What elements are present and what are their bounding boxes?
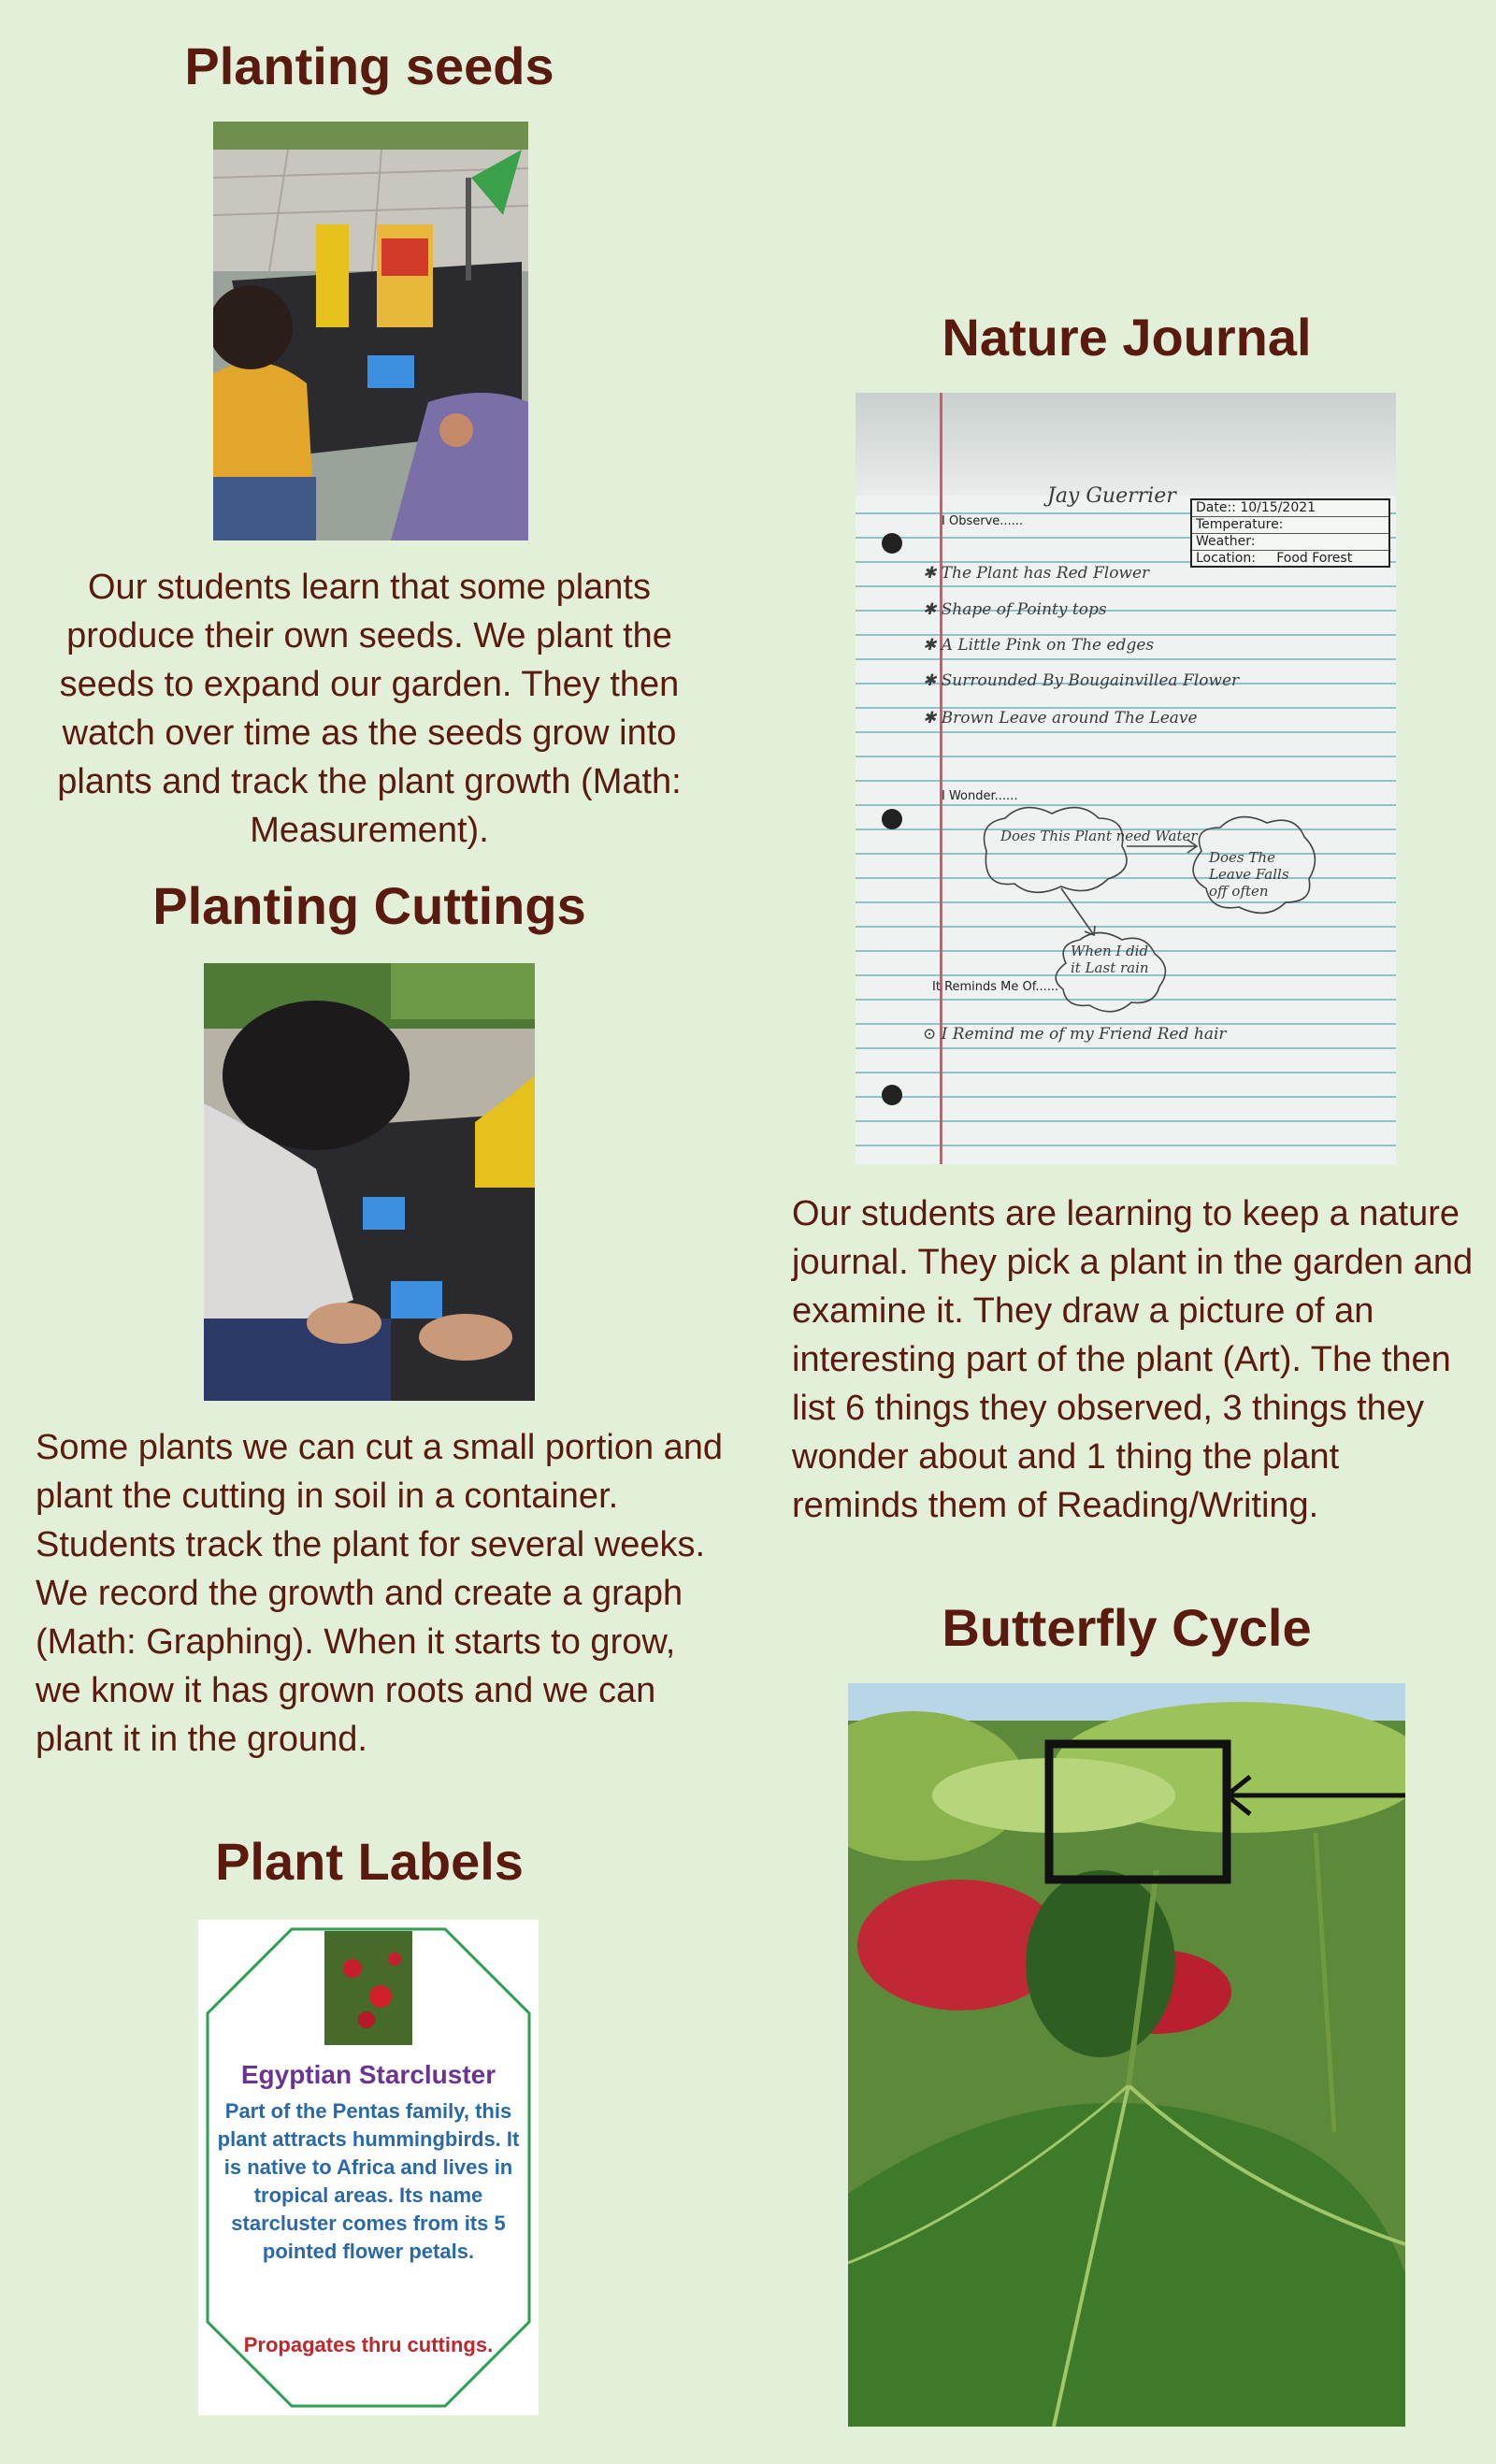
- journal-observation: ✱ A Little Pink on The edges: [923, 636, 1155, 655]
- planting-cuttings-photo: [204, 963, 535, 1401]
- journal-observation: ✱ Brown Leave around The Leave: [923, 709, 1198, 728]
- journal-top-band: [856, 393, 1396, 496]
- journal-location-value: Food Forest: [1276, 551, 1353, 566]
- journal-hole: [882, 1085, 902, 1105]
- journal-observation: ✱ Shape of Pointy tops: [923, 600, 1107, 619]
- journal-reminds-text: ⊙ I Remind me of my Friend Red hair: [923, 1025, 1227, 1044]
- planting-seeds-text: Our students learn that some plants produce their own seeds. We plant the seeds to expand our garden. They then watch over time as the seeds grow into plants and track the plant growth (Math: Measurement).: [57, 568, 682, 850]
- journal-location-label: Location:: [1196, 551, 1256, 566]
- journal-wonder-item: Does This Plant need Water: [1000, 828, 1198, 844]
- plant-label-description: Part of the Pentas family, this plant attracts hummingbirds. It is native to Africa and lives in tropical areas. Its name starcluster comes from its 5 pointed flower petals.: [217, 2099, 520, 2263]
- nature-journal-page: [856, 393, 1396, 1164]
- journal-reminds-label: It Reminds Me Of......: [932, 980, 1059, 994]
- butterfly-cycle-photo: [848, 1683, 1405, 2427]
- planting-cuttings-text: Some plants we can cut a small portion and plant the cutting in soil in a container. Students track the plant for several weeks. We record the growth and create a graph (Math: Graphing). When it starts to grow, we know it has grown roots and we can plant it in the ground.: [36, 1428, 724, 1759]
- nature-journal-title: Nature Journal: [942, 308, 1312, 367]
- journal-location-row: [1192, 551, 1388, 567]
- plant-labels-title: Plant Labels: [215, 1832, 524, 1891]
- journal-observation: ✱ The Plant has Red Flower: [923, 564, 1150, 583]
- journal-margin-line: [940, 393, 942, 1164]
- plant-label-propagates: Propagates thru cuttings.: [243, 2333, 494, 2356]
- flower-thumbnail: [324, 1931, 412, 2045]
- journal-student-name: Jay Guerrier: [1047, 484, 1176, 508]
- journal-hole: [882, 533, 902, 554]
- butterfly-cycle-title: Butterfly Cycle: [942, 1598, 1312, 1657]
- journal-date: Date:: 10/15/2021: [1192, 500, 1388, 517]
- journal-wonder-item: Does The Leave Falls off often: [1209, 849, 1289, 900]
- journal-weather: Weather:: [1192, 534, 1388, 551]
- planting-seeds-title: Planting seeds: [184, 36, 554, 95]
- planting-cuttings-title: Planting Cuttings: [152, 876, 586, 935]
- journal-wonder-label: I Wonder......: [942, 789, 1018, 803]
- journal-wonder-item: When I did it Last rain: [1071, 943, 1149, 976]
- planting-seeds-photo: [213, 122, 528, 540]
- plant-label-title: Egyptian Starcluster: [240, 2060, 496, 2089]
- nature-journal-text: Our students are learning to keep a nature journal. They pick a plant in the garden and examine it. They draw a picture of an interesting part of the plant (Art). The then list 6 things they observed, 3 things they wonder about and 1 thing the plant reminds them of Reading/Writing.: [792, 1194, 1474, 1525]
- journal-observation: ✱ Surrounded By Bougainvillea Flower: [923, 671, 1240, 690]
- journal-observe-label: I Observe......: [942, 514, 1024, 528]
- journal-temperature: Temperature:: [1192, 517, 1388, 534]
- journal-info-box: [1190, 498, 1390, 568]
- plant-label-card: [198, 1920, 539, 2415]
